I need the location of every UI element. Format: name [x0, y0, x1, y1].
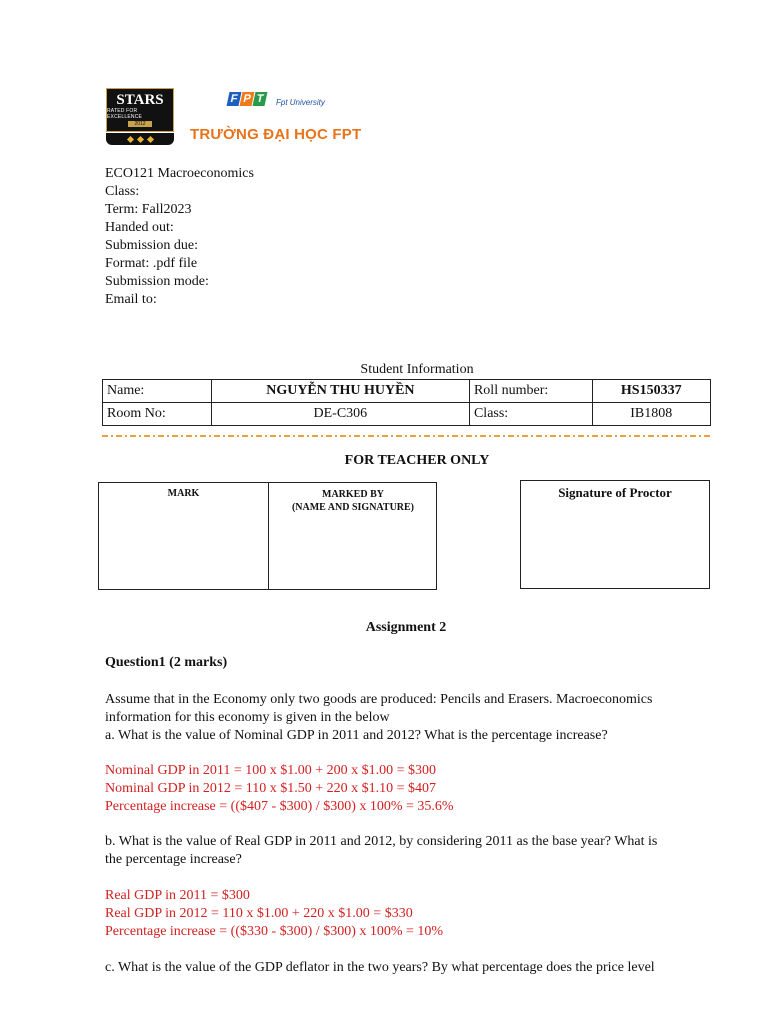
name-signature-line: (NAME AND SIGNATURE) [291, 502, 415, 513]
fpt-tile-t: T [253, 92, 268, 106]
table-row [103, 380, 711, 403]
star-icon [136, 135, 143, 142]
question-c [105, 959, 715, 977]
answer-line: Nominal GDP in 2011 = 100 x $1.00 + 200 x $1.00 = $300 [105, 763, 437, 778]
answer-a [105, 762, 715, 816]
format-line: Format: .pdf file [105, 256, 198, 271]
question-intro [105, 691, 715, 745]
stars-subtitle: RATED FOR EXCELLENCE [107, 108, 143, 120]
name-label: Name: [103, 380, 212, 403]
answer-b [105, 887, 715, 941]
university-name: TRƯỜNG ĐẠI HỌC FPT [190, 126, 362, 143]
paragraph-line: Assume that in the Economy only two goods are produced: Pencils and Erasers. Macroeconomics [105, 692, 653, 707]
marked-by-line: MARKED BY [322, 489, 384, 500]
assignment-title: Assignment 2 [365, 620, 447, 635]
dashed-divider [102, 434, 712, 438]
paragraph-line: the percentage increase? [105, 852, 242, 867]
term-line: Term: Fall2023 [105, 202, 192, 217]
course-title: ECO121 Macroeconomics [105, 166, 254, 181]
table-row [103, 403, 711, 426]
email-line: Email to: [105, 292, 157, 307]
room-label: Room No: [103, 403, 212, 426]
class-code: IB1808 [592, 403, 711, 426]
star-icon [146, 135, 153, 142]
paragraph-line: a. What is the value of Nominal GDP in 2011 and 2012? What is the percentage increase? [105, 728, 608, 743]
stars-logo [106, 88, 174, 144]
question-b [105, 833, 715, 869]
class-label: Class: [469, 403, 592, 426]
teacher-only-heading: FOR TEACHER ONLY [344, 453, 490, 468]
submission-due-line: Submission due: [105, 238, 198, 253]
fpt-tile-p: P [240, 92, 255, 106]
mark-label: MARK [167, 488, 200, 499]
stars-word: STARS [116, 92, 164, 108]
course-info [105, 165, 254, 309]
student-info-title: Student Information [360, 362, 474, 377]
student-name: NGUYỄN THU HUYỀN [211, 380, 469, 403]
star-icon [126, 135, 133, 142]
answer-line: Percentage increase = (($407 - $300) / $300) x 100% = 35.6% [105, 799, 454, 814]
fpt-logo [190, 90, 360, 150]
paragraph-line: b. What is the value of Real GDP in 2011 and 2012, by considering 2011 as the base year? What is [105, 834, 658, 849]
marked-by-label [269, 488, 437, 514]
stars-year: 2012 [128, 121, 151, 127]
paragraph-line: c. What is the value of the GDP deflator in the two years? By what percentage does the price level [105, 960, 655, 975]
answer-line: Percentage increase = (($330 - $300) / $300) x 100% = 10% [105, 924, 444, 939]
fpt-university-label: Fpt University [276, 98, 325, 107]
proctor-label: Signature of Proctor [558, 485, 672, 500]
answer-line: Real GDP in 2012 = 110 x $1.00 + 220 x $1.00 = $330 [105, 906, 413, 921]
roll-label: Roll number: [469, 380, 592, 403]
mark-box [98, 482, 437, 590]
room-number: DE-C306 [211, 403, 469, 426]
roll-number: HS150337 [592, 380, 711, 403]
answer-line: Real GDP in 2011 = $300 [105, 888, 250, 903]
proctor-signature-box [520, 480, 710, 589]
question-title: Question1 (2 marks) [105, 655, 228, 670]
stars-badge [106, 88, 174, 132]
answer-line: Nominal GDP in 2012 = 110 x $1.50 + 220 x $1.10 = $407 [105, 781, 437, 796]
class-line: Class: [105, 184, 140, 199]
paragraph-line: information for this economy is given in the below [105, 710, 390, 725]
stars-ribbon [106, 133, 174, 145]
student-info-table [102, 379, 711, 426]
handed-out-line: Handed out: [105, 220, 174, 235]
fpt-tiles [228, 92, 266, 106]
fpt-tile-f: F [227, 92, 242, 106]
submission-mode-line: Submission mode: [105, 274, 209, 289]
